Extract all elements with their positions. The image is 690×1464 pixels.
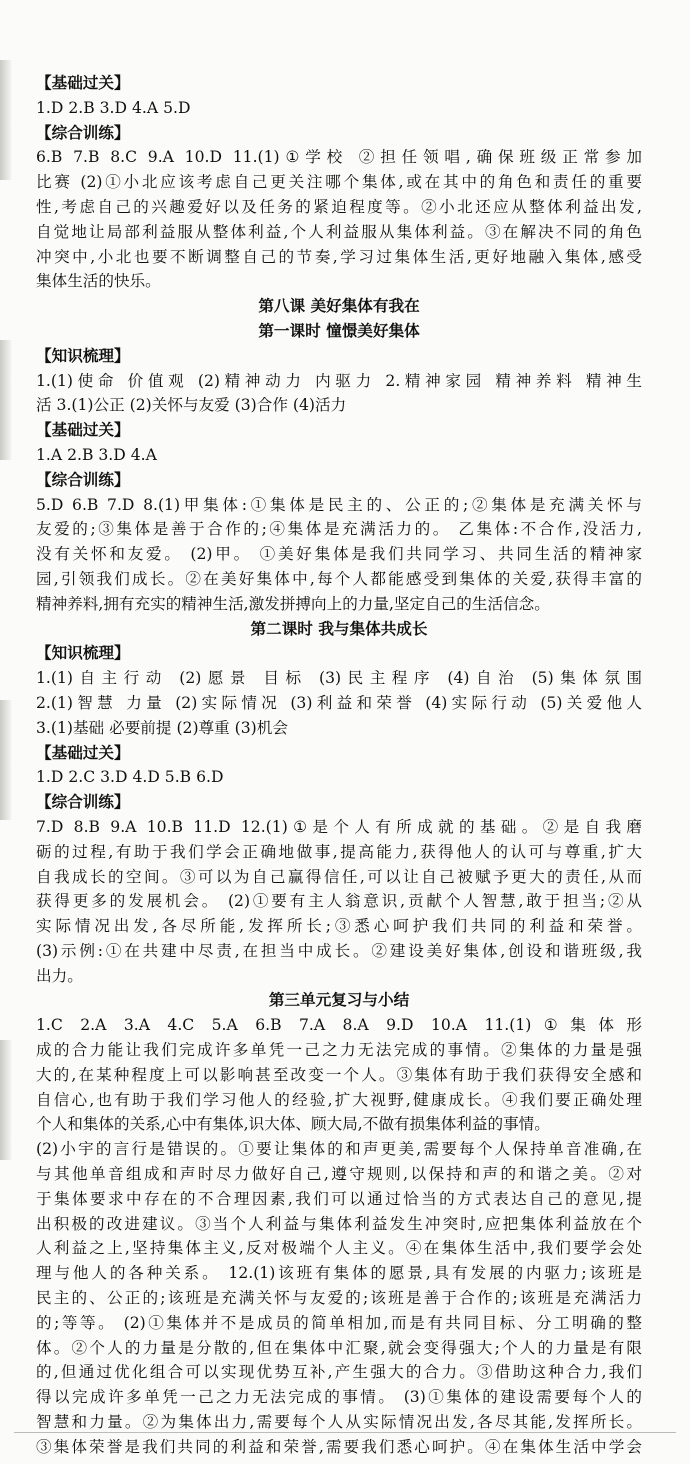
answer-line: 冲突中,小北也要不断调整自己的节奏,学习过集体生活,更好地融入集体,感受 bbox=[36, 247, 642, 266]
answer-line: 与其他单音组成和声时尽力做好自己,遵守规则,以保持和声的和谐之美。②对 bbox=[36, 1165, 642, 1184]
binding-shadow bbox=[0, 1040, 12, 1160]
binding-shadow bbox=[0, 700, 12, 820]
answer-line: 理与他人的各种关系。 12.(1)该班有集体的愿景,具有发展的内驱力;该班是 bbox=[36, 1264, 642, 1283]
answer-line: 于集体要求中存在的不合理因素,我们可以通过恰当的方式表达自己的意见,提 bbox=[36, 1189, 642, 1208]
answer-line: 1.A 2.B 3.D 4.A bbox=[36, 445, 157, 464]
answer-line: 1.D 2.B 3.D 4.A 5.D bbox=[36, 98, 191, 117]
answer-line: 自信心,也有助于我们学习他人的经验,扩大视野,健康成长。④我们要正确处理 bbox=[36, 1090, 642, 1109]
section-header: 【知识梳理】 bbox=[36, 346, 130, 365]
answer-line: 出积极的改进建议。③当个人利益与集体利益发生冲突时,应把集体利益放在个 bbox=[36, 1214, 642, 1233]
section-header: 【综合训练】 bbox=[36, 470, 130, 489]
answer-line: 活 3.(1)公正 (2)关怀与友爱 (3)合作 (4)活力 bbox=[36, 396, 347, 415]
answer-line: 性,考虑自己的兴趣爱好以及任务的紧迫程度等。②小北还应从整体利益出发, bbox=[36, 197, 642, 216]
answer-line: 个人和集体的关系,心中有集体,识大体、顾大局,不做有损集体利益的事情。 bbox=[36, 1115, 550, 1134]
answer-line: (3)示例:①在共建中尽责,在担当中成长。②建设美好集体,创设和谐班级,我 bbox=[36, 941, 642, 960]
binding-shadow bbox=[0, 340, 12, 460]
answer-line: 园,引领我们成长。②在美好集体中,每个人都能感受到集体的关爱,获得丰富的 bbox=[36, 569, 642, 588]
answer-line: 精神养料,拥有充实的精神生活,激发拼搏向上的力量,坚定自己的生活信念。 bbox=[36, 594, 550, 613]
answer-line: 砺的过程,有助于我们学会正确地做事,提高能力,获得他人的认可与尊重,扩大 bbox=[36, 842, 642, 861]
answer-line: 3.(1)基础 必要前提 (2)尊重 (3)机会 bbox=[36, 718, 288, 737]
answer-line: 5.D 6.B 7.D 8.(1)甲集体:①集体是民主的、公正的;②集体是充满关怀与 bbox=[36, 495, 642, 514]
answer-line: 人利益之上,坚持集体主义,反对极端个人主义。④在集体生活中,我们要学会处 bbox=[36, 1239, 642, 1258]
answer-line: 1.C 2.A 3.A 4.C 5.A 6.B 7.A 8.A 9.D 10.A 11.(1)①集体形 bbox=[36, 1016, 642, 1035]
answer-line: 1.D 2.C 3.D 4.D 5.B 6.D bbox=[36, 768, 224, 787]
answer-line: 得以完成许多单凭一己之力无法完成的事情。 (3)①集体的建设需要每个人的 bbox=[36, 1388, 642, 1407]
section-header: 【综合训练】 bbox=[36, 793, 130, 812]
answer-line: 1.(1)自主行动 (2)愿景 目标 (3)民主程序 (4)自治 (5)集体氛围 bbox=[36, 669, 642, 688]
lesson-title: 第一课时 憧憬美好集体 bbox=[258, 321, 420, 340]
section-header: 【基础过关】 bbox=[36, 743, 130, 762]
lesson-title: 第八课 美好集体有我在 bbox=[258, 297, 420, 316]
answer-line: 比赛 (2)①小北应该考虑自己更关注哪个集体,或在其中的角色和责任的重要 bbox=[36, 173, 642, 192]
answer-line: 集体生活的快乐。 bbox=[36, 272, 161, 291]
answer-line: 自我成长的空间。③可以为自己赢得信任,可以让自己被赋予更大的责任,从而 bbox=[36, 867, 642, 886]
answer-line: 的,但通过优化组合可以实现优势互补,产生强大的合力。③借助这种合力,我们 bbox=[36, 1363, 642, 1382]
answer-line: 友爱的;③集体是善于合作的;④集体是充满活力的。 乙集体:不合作,没活力, bbox=[36, 520, 642, 539]
answer-line: 1.(1)使命 价值观 (2)精神动力 内驱力 2.精神家园 精神养料 精神生 bbox=[36, 371, 642, 390]
answer-line: 自觉地让局部利益服从整体利益,个人利益服从集体利益。③在解决不同的角色 bbox=[36, 222, 642, 241]
section-header: 【基础过关】 bbox=[36, 74, 130, 92]
answer-line: 出力。 bbox=[36, 966, 83, 985]
answer-line: (2)小宇的言行是错误的。①要让集体的和声更美,需要每个人保持单音准确,在 bbox=[36, 1140, 642, 1159]
answer-text-column bbox=[36, 71, 642, 1460]
answer-line: 体。②个人的力量是分散的,但在集体中汇聚,就会变得强大;个人的力量是有限 bbox=[36, 1338, 642, 1357]
answer-line: ③集体荣誉是我们共同的利益和荣誉,需要我们悉心呵护。④在集体生活中学会 bbox=[36, 1437, 642, 1456]
answer-line: 7.D 8.B 9.A 10.B 11.D 12.(1)①是个人有所成就的基础。②是自我磨 bbox=[36, 817, 642, 836]
answer-line: 2.(1)智慧 力量 (2)实际情况 (3)利益和荣誉 (4)实际行动 (5)关爱他人 bbox=[36, 693, 642, 712]
answer-line: 成的合力能让我们完成许多单凭一己之力无法完成的事情。②集体的力量是强 bbox=[36, 1041, 642, 1060]
section-header: 【综合训练】 bbox=[36, 123, 130, 142]
lesson-title: 第三单元复习与小结 bbox=[268, 991, 410, 1010]
answer-line: 获得更多的发展机会。 (2)①要有主人翁意识,贡献个人智慧,敢于担当;②从 bbox=[36, 892, 642, 911]
answer-line: 实际情况出发,各尽所能,发挥所长;③悉心呵护我们共同的利益和荣誉。 bbox=[36, 917, 642, 936]
answer-line: 大的,在某种程度上可以影响甚至改变一个人。③集体有助于我们获得安全感和 bbox=[36, 1065, 642, 1084]
answer-line: 没有关怀和友爱。 (2)甲。 ①美好集体是我们共同学习、共同生活的精神家 bbox=[36, 545, 642, 564]
answer-line: 6.B 7.B 8.C 9.A 10.D 11.(1)①学校 ②担任领唱,确保班级正常参加 bbox=[36, 148, 642, 167]
lesson-title: 第二课时 我与集体共成长 bbox=[250, 619, 428, 638]
section-header: 【知识梳理】 bbox=[36, 644, 130, 663]
page-bottom-rule bbox=[14, 1432, 676, 1433]
answer-line: 的;等等。 (2)①集体并不是成员的简单相加,而是有共同目标、分工明确的整 bbox=[36, 1313, 642, 1332]
binding-shadow bbox=[0, 60, 12, 180]
section-header: 【基础过关】 bbox=[36, 421, 130, 440]
answer-line: 智慧和力量。②为集体出力,需要每个人从实际情况出发,各尽其能,发挥所长。 bbox=[36, 1413, 642, 1432]
answer-line: 民主的、公正的;该班是充满关怀与友爱的;该班是善于合作的;该班是充满活力 bbox=[36, 1289, 642, 1308]
